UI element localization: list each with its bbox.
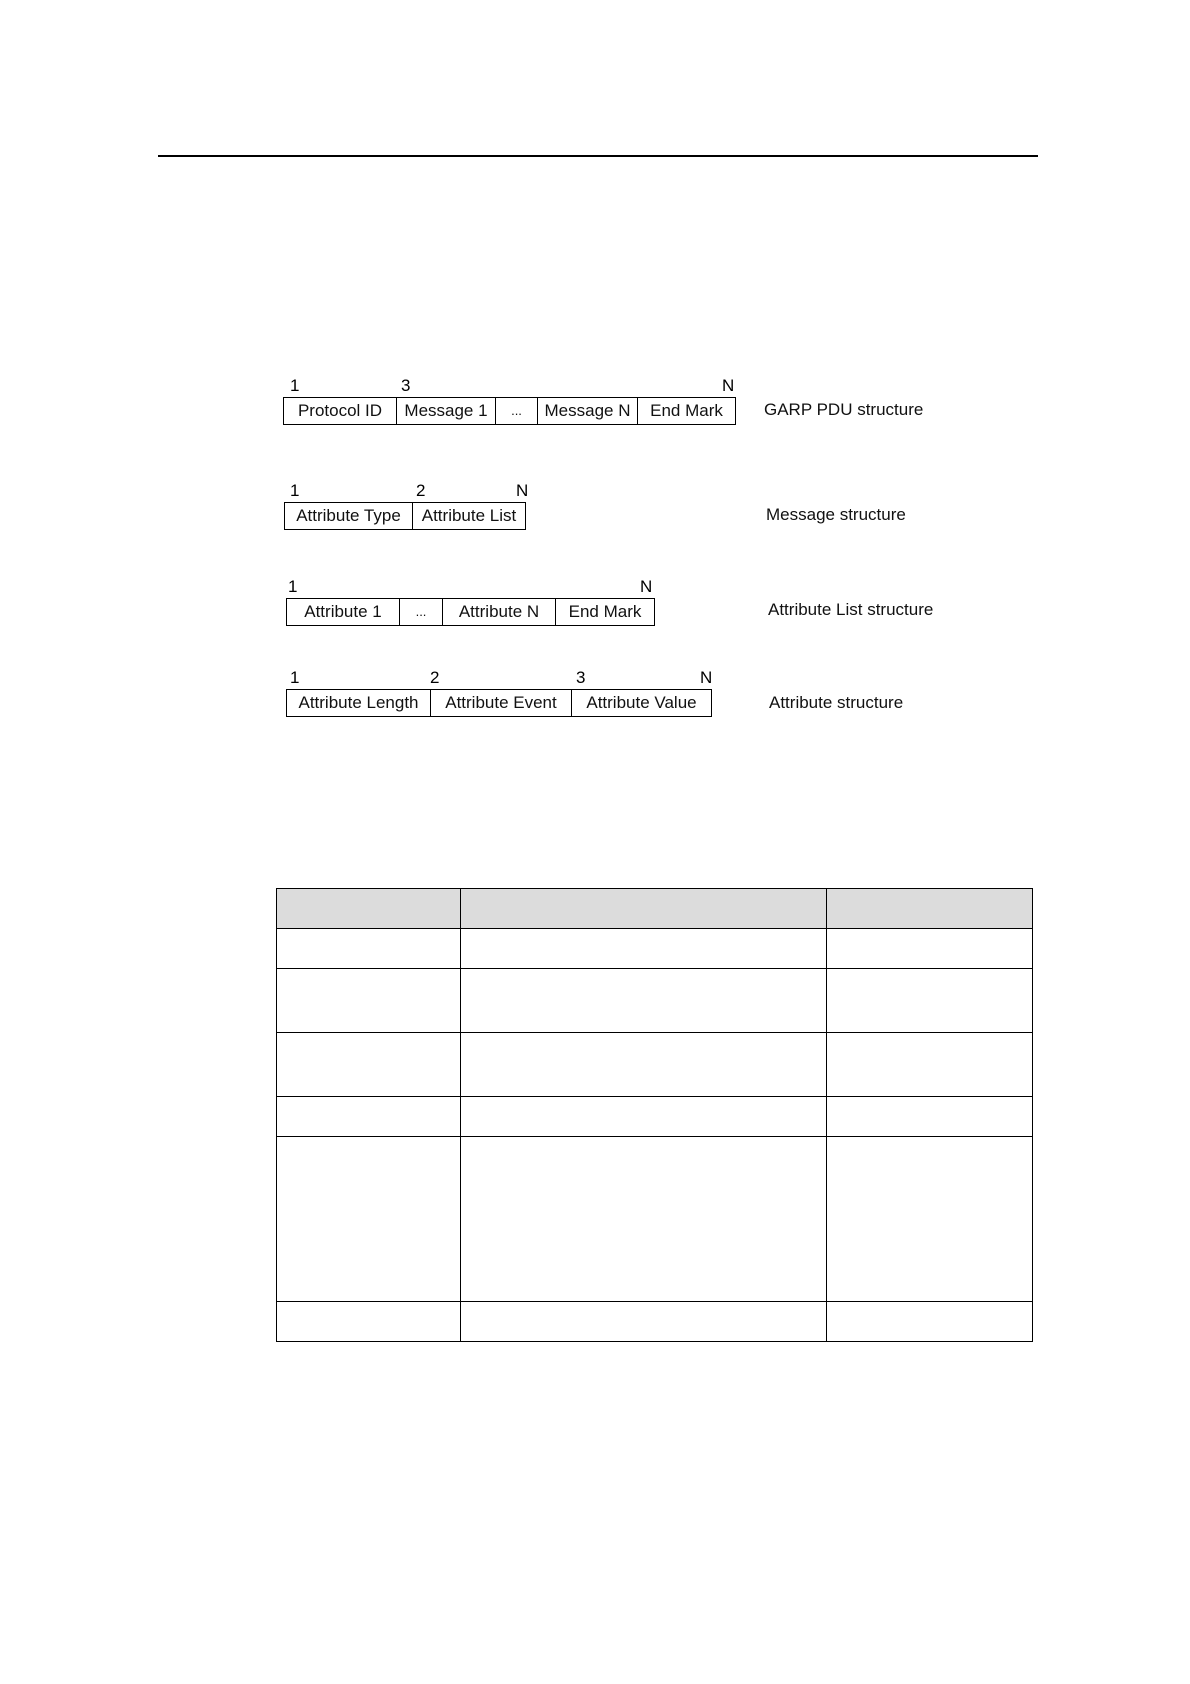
marker-n: N	[700, 668, 713, 687]
table-cell	[827, 1097, 1033, 1137]
attribute-boxes	[286, 689, 712, 717]
table-row	[277, 969, 1033, 1033]
table-row	[277, 1097, 1033, 1137]
table-cell	[277, 969, 461, 1033]
marker-1: 1	[288, 577, 298, 596]
marker-3: 3	[576, 668, 586, 687]
table-cell	[827, 1302, 1033, 1342]
marker-n: N	[640, 577, 653, 596]
cell-attribute-list: Attribute List	[421, 506, 517, 525]
cell-ellipsis: ...	[400, 599, 443, 625]
garp-structure-diagram	[0, 0, 1190, 760]
table-header-cell	[460, 889, 827, 929]
cell-protocol-id: Protocol ID	[284, 398, 397, 424]
marker-n: N	[516, 481, 529, 500]
cell-attribute-length: Attribute Length	[287, 690, 431, 716]
table-cell	[277, 1302, 461, 1342]
table-cell	[460, 1097, 827, 1137]
marker-1: 1	[290, 376, 300, 395]
table-cell	[460, 1302, 827, 1342]
cell-message-n: Message N	[538, 398, 638, 424]
table-row	[277, 929, 1033, 969]
table-header-cell	[827, 889, 1033, 929]
marker-n: N	[722, 376, 735, 395]
table-row	[277, 1137, 1033, 1302]
table-cell	[827, 969, 1033, 1033]
table-cell	[277, 1033, 461, 1097]
table-header-row	[277, 889, 1033, 929]
caption-attribute-list-structure: Attribute List structure	[768, 600, 934, 619]
table-cell	[460, 929, 827, 969]
garp-pdu-boxes	[283, 397, 736, 425]
fields-table	[276, 888, 1033, 1342]
table-cell	[460, 969, 827, 1033]
table-cell	[277, 1137, 461, 1302]
caption-attribute-structure: Attribute structure	[769, 693, 904, 712]
cell-attribute-1: Attribute 1	[287, 599, 400, 625]
cell-end-mark: End Mark	[650, 401, 723, 420]
cell-attribute-n: Attribute N	[443, 599, 556, 625]
attribute-list-boxes	[286, 598, 655, 626]
table-cell	[827, 1033, 1033, 1097]
cell-ellipsis: ...	[496, 398, 538, 424]
table-cell	[277, 929, 461, 969]
table-row	[277, 1033, 1033, 1097]
message-boxes	[284, 502, 526, 530]
table-cell	[460, 1033, 827, 1097]
caption-garp-pdu-structure: GARP PDU structure	[764, 400, 924, 419]
table-row	[277, 1302, 1033, 1342]
table-header-cell	[277, 889, 461, 929]
cell-message-1: Message 1	[397, 398, 496, 424]
table-cell	[277, 1097, 461, 1137]
marker-2: 2	[416, 481, 426, 500]
cell-attribute-value: Attribute Value	[586, 693, 697, 712]
cell-end-mark: End Mark	[568, 602, 642, 621]
marker-1: 1	[290, 481, 300, 500]
table-cell	[827, 1137, 1033, 1302]
table-cell	[827, 929, 1033, 969]
cell-attribute-type: Attribute Type	[285, 503, 413, 529]
table-cell	[460, 1137, 827, 1302]
marker-3: 3	[401, 376, 411, 395]
cell-attribute-event: Attribute Event	[431, 690, 572, 716]
caption-message-structure: Message structure	[766, 505, 906, 524]
marker-2: 2	[430, 668, 440, 687]
marker-1: 1	[290, 668, 300, 687]
